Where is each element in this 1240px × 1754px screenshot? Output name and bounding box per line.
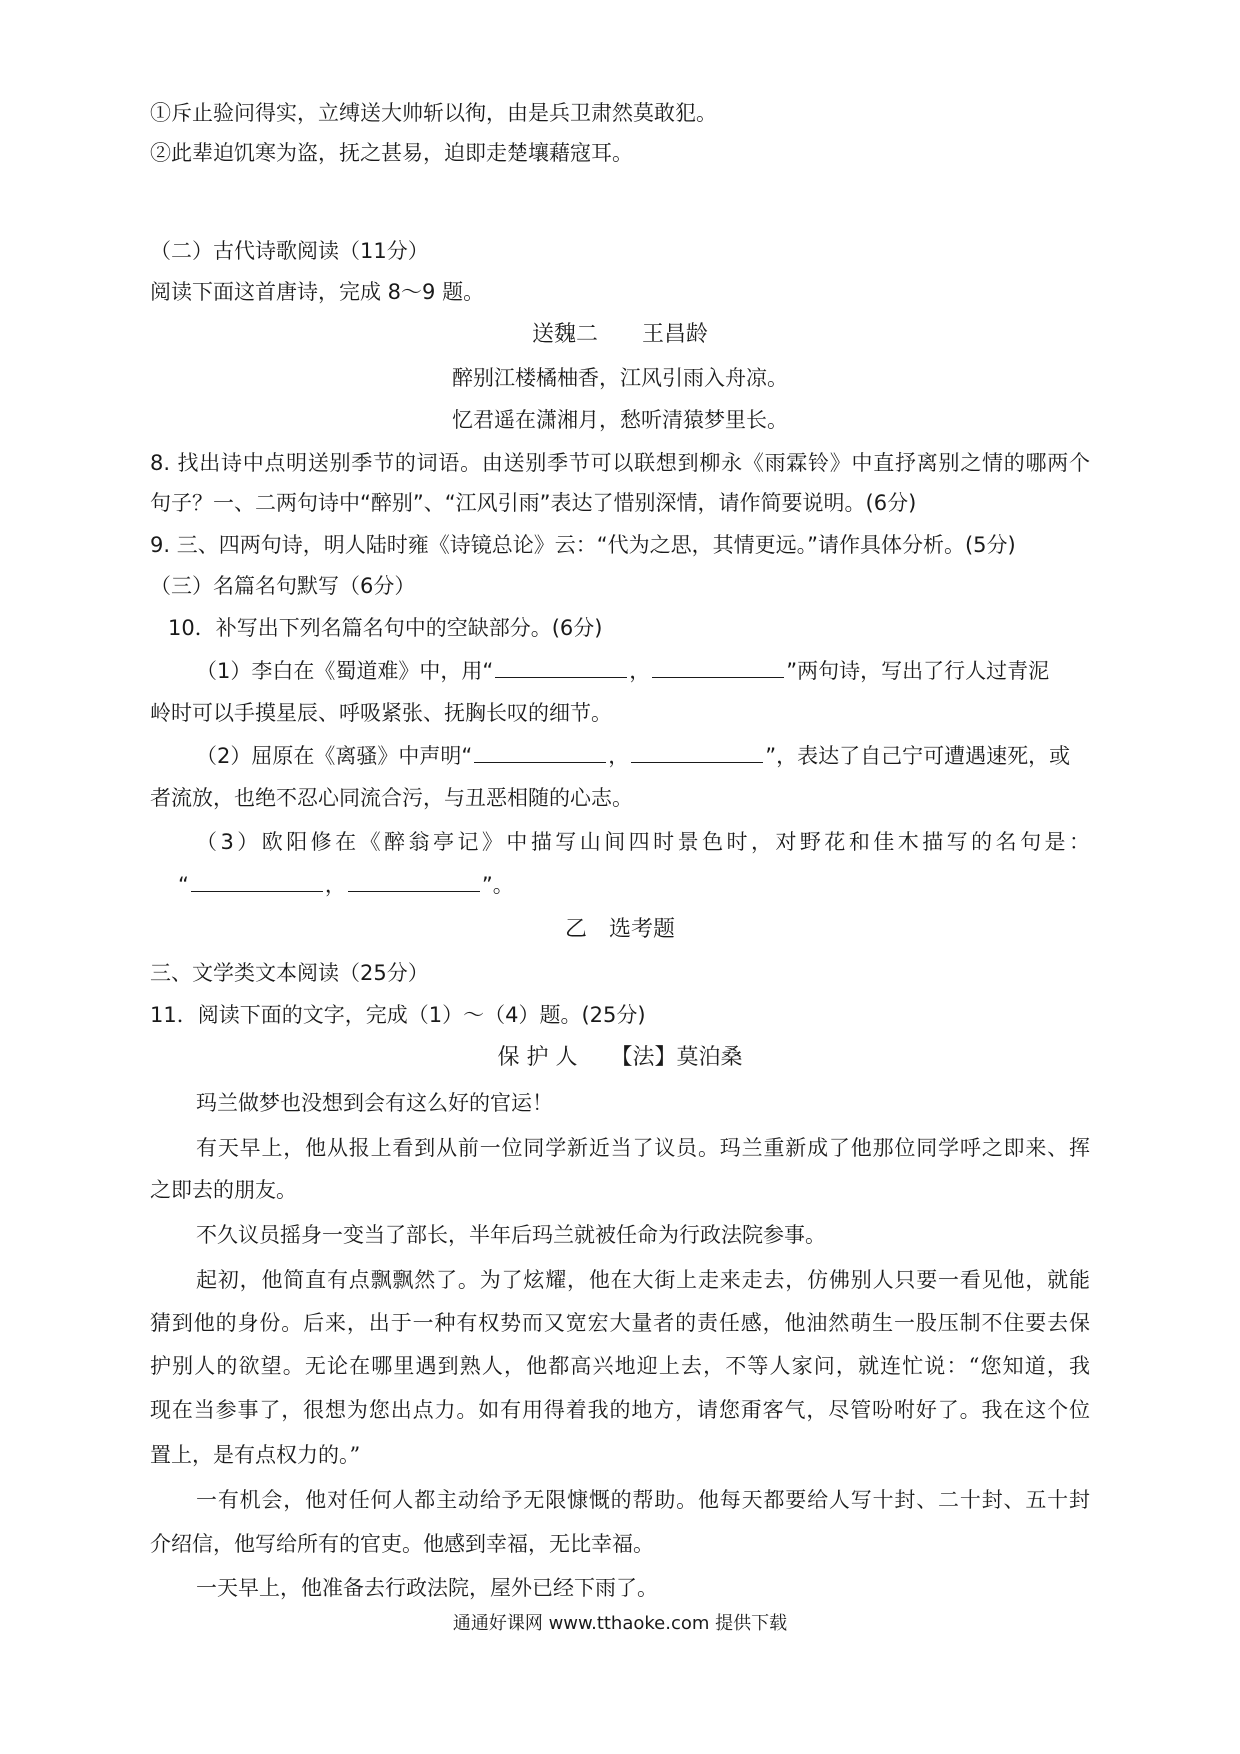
answer-blank[interactable] [631, 742, 763, 763]
story-title: 保 护 人 【法】莫泊桑 [497, 1045, 743, 1070]
question-10-2-suffix: ”，表达了自己宁可遭遇速死，或 [765, 744, 1071, 768]
recitation-section-heading: （三）名篇名句默写（6分） [150, 574, 416, 598]
poem-verse-1: 醉别江楼橘柚香，江风引雨入舟凉。 [452, 366, 788, 390]
story-paragraph-4-line-1: 起初，他简直有点飘飘然了。为了炫耀，他在大街上走来走去，仿佛别人只要一看见他，就能 [196, 1268, 1090, 1292]
answer-blank[interactable] [474, 742, 606, 763]
question-10-2-line-1 [196, 741, 1070, 771]
question-10-1-line-1 [196, 656, 1049, 686]
story-paragraph-4-line-3: 护别人的欲望。无论在哪里遇到熟人，他都高兴地迎上去，不等人家问，就连忙说：“您知道，我 [150, 1354, 1090, 1378]
story-paragraph-6: 一天早上，他准备去行政法院，屋外已经下雨了。 [196, 1576, 658, 1600]
story-paragraph-2-line-1: 有天早上，他从报上看到从前一位同学新近当了议员。玛兰重新成了他那位同学呼之即来、挥 [196, 1136, 1090, 1160]
poem-verse-2: 忆君遥在潇湘月，愁听清猿梦里长。 [452, 408, 788, 432]
elective-heading: 乙 选考题 [564, 917, 675, 942]
story-paragraph-1: 玛兰做梦也没想到会有这么好的官运！ [196, 1091, 553, 1115]
answer-blank[interactable] [652, 657, 784, 678]
question-10-3-open-quote: “ [178, 873, 189, 897]
story-paragraph-4-line-4: 现在当参事了，很想为您出点力。如有用得着我的地方，请您甭客气，尽管吩咐好了。我在这个位 [150, 1398, 1090, 1422]
literature-section-heading: 三、文学类文本阅读（25分） [150, 961, 429, 985]
story-paragraph-3: 不久议员摇身一变当了部长，半年后玛兰就被任命为行政法院参事。 [196, 1223, 826, 1247]
question-11: 11．阅读下面的文字，完成（1）～（4）题。(25分) [150, 1003, 646, 1027]
question-10-2-line-2: 者流放，也绝不忍心同流合污，与丑恶相随的心志。 [150, 786, 633, 810]
download-footer: 通通好课网 www.tthaoke.com 提供下载 [452, 1613, 788, 1634]
question-10-3-close-quote: ”。 [481, 873, 514, 897]
question-10-3-line-2 [178, 870, 514, 900]
question-10-1-prefix: （1）李白在《蜀道难》中，用“ [196, 659, 494, 683]
story-paragraph-2-line-2: 之即去的朋友。 [150, 1178, 297, 1202]
story-paragraph-4-line-5: 置上，是有点权力的。” [150, 1443, 361, 1467]
story-paragraph-5-line-1: 一有机会，他对任何人都主动给予无限慷慨的帮助。他每天都要给人写十封、二十封、五十封 [196, 1488, 1090, 1512]
question-10-1-comma: ， [629, 659, 651, 683]
poetry-instruction: 阅读下面这首唐诗，完成 8～9 题。 [150, 280, 485, 304]
question-10-3-comma: ， [324, 873, 346, 897]
answer-blank[interactable] [348, 871, 480, 892]
question-8-line-1: 8. 找出诗中点明送别季节的词语。由送别季节可以联想到柳永《雨霖铃》中直抒离别之情的哪两个 [150, 451, 1090, 475]
top-line-1: ①斥止验问得实，立缚送大帅斩以徇，由是兵卫肃然莫敢犯。 [150, 101, 717, 125]
question-10: 10．补写出下列名篇名句中的空缺部分。(6分) [168, 616, 603, 640]
question-10-1-suffix: ”两句诗，写出了行人过青泥 [786, 659, 1050, 683]
poetry-section-heading: （二）古代诗歌阅读（11分） [150, 239, 429, 263]
top-line-2: ②此辈迫饥寒为盗，抚之甚易，迫即走楚壤藉寇耳。 [150, 141, 633, 165]
answer-blank[interactable] [495, 657, 627, 678]
answer-blank[interactable] [191, 871, 323, 892]
story-paragraph-4-line-2: 猜到他的身份。后来，出于一种有权势而又宽宏大量者的责任感，他油然萌生一股压制不住要去保 [150, 1311, 1090, 1335]
question-10-3-line-1: （3）欧阳修在《醉翁亭记》中描写山间四时景色时，对野花和佳木描写的名句是： [196, 830, 1090, 854]
question-8-line-2: 句子？一、二两句诗中“醉别”、“江风引雨”表达了惜别深情，请作简要说明。(6分) [150, 491, 917, 515]
question-10-2-comma: ， [608, 744, 630, 768]
question-10-2-prefix: （2）屈原在《离骚》中声明“ [196, 744, 473, 768]
story-paragraph-5-line-2: 介绍信，他写给所有的官吏。他感到幸福，无比幸福。 [150, 1532, 654, 1556]
poem-title: 送魏二 王昌龄 [531, 322, 708, 347]
question-9: 9. 三、四两句诗，明人陆时雍《诗镜总论》云：“代为之思，其情更远。”请作具体分析。(5分) [150, 533, 1016, 557]
question-10-1-line-2: 岭时可以手摸星辰、呼吸紧张、抚胸长叹的细节。 [150, 701, 612, 725]
